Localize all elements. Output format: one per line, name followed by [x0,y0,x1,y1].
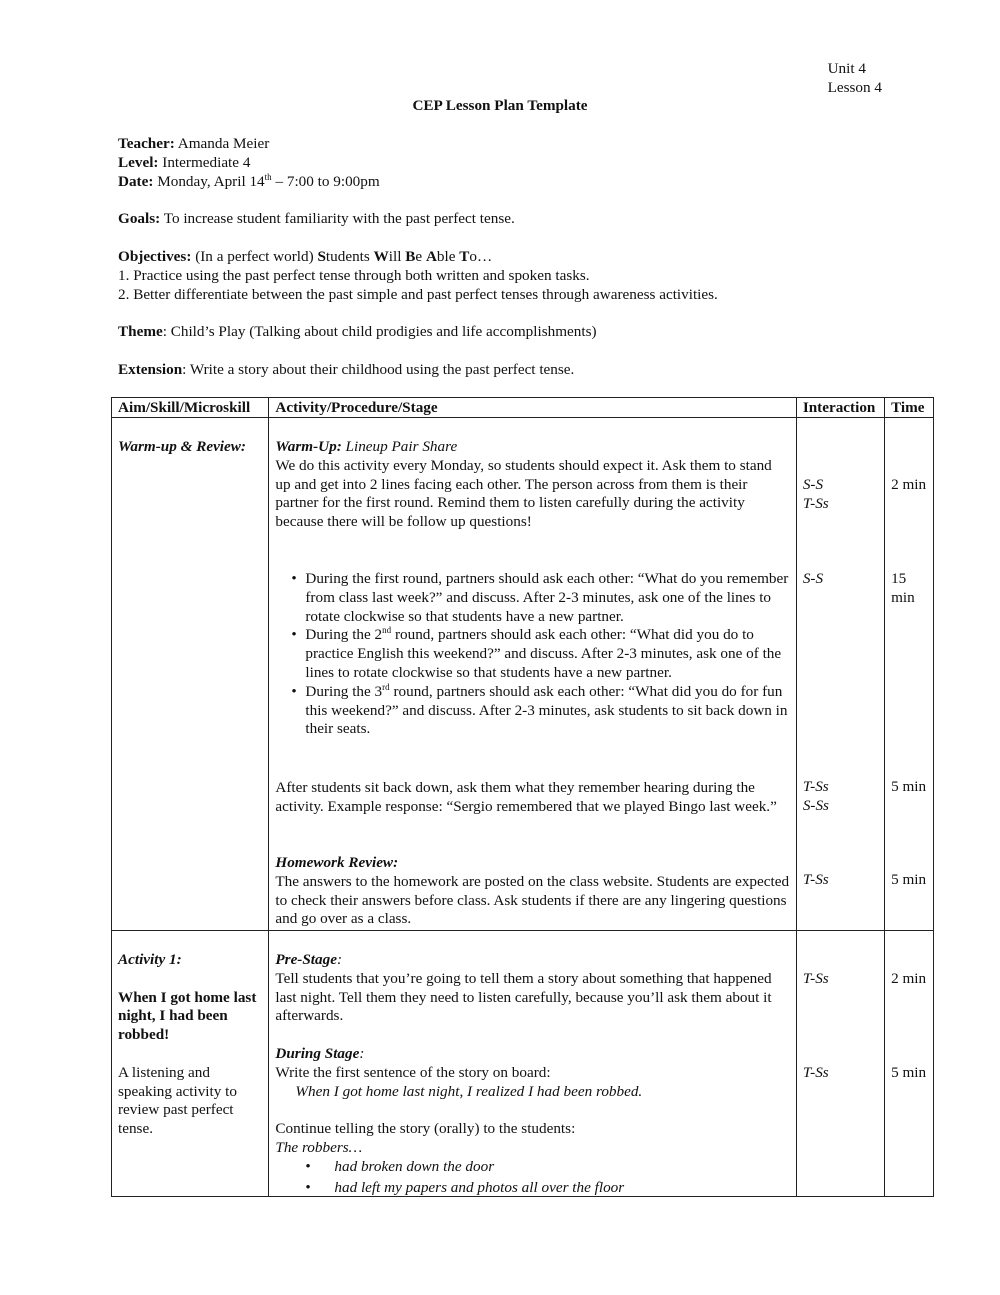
level-label: Level: [118,153,159,171]
activity1-description: A listening and speaking activity to review past perfect tense. [118,1063,237,1138]
table-row-activity-1 [112,931,934,1197]
robbers-item: had broken down the door [334,1157,495,1175]
round-3-text: round, partners should ask each other: “What did you do for fun this weekend?” and discuss. After 2-3 minutes, ask students to sit back down in their seats. [305,682,788,738]
interaction-value: T-Ss [802,871,829,888]
time-value: 2 min [891,970,927,987]
time-value: 5 min [891,1064,927,1081]
swbat-word: tudents [325,248,374,265]
warmup-time-cell [885,418,934,931]
lesson-plan-table [111,397,934,1197]
warmup-aim: Warm-up & Review: [118,438,246,455]
robbers-text: The robbers… [275,1138,363,1156]
warmup-title: Warm-Up: [275,438,342,455]
warmup-interaction-cell [796,418,884,931]
swbat-letter: T [459,248,470,265]
time-value: 2 min [891,476,927,493]
during-stage-text: Write the first sentence of the story on board: [275,1063,551,1081]
extension-text: : Write a story about their childhood using the past perfect tense. [182,361,575,378]
swbat-word: o… [469,248,493,265]
table-row-warmup [112,418,934,931]
robbers-item: had left my papers and photos all over the floor [334,1178,625,1196]
teacher-name: Amanda Meier [174,135,270,152]
extension-line [118,361,898,380]
activity1-interaction-cell [796,931,884,1197]
activity1-time-cell [885,931,934,1197]
activity1-name: When I got home last night, I had been robbed! [118,988,257,1044]
list-item [305,683,789,739]
round-2-text: round, partners should ask each other: “What did you do to practice English this weekend?” and discuss. After 2-3 minutes, ask one of the lines to rotate clockwise so that students have a new partner. [305,626,782,681]
theme-label: Theme [118,323,163,340]
teacher-label: Teacher: [118,135,175,152]
theme-line [118,323,898,342]
round-3-suffix: rd [382,681,390,692]
time-value: 15 min [891,570,915,606]
list-item [334,1158,789,1177]
activity1-title: Activity 1: [118,951,182,968]
teacher-line [118,135,898,191]
pre-stage-text: Tell students that you’re going to tell them a story about something that happened last night. Tell them they need to listen carefully, because you’ll ask them about it afterwards. [275,969,772,1025]
date-value: Monday, April 14 [153,172,265,190]
header-time: Time [885,398,934,418]
interaction-value: S-S [802,570,824,587]
interaction-value: T-Ss [802,970,829,987]
extension-label: Extension [118,361,183,378]
time-value: 5 min [891,871,927,888]
header-activity: Activity/Procedure/Stage [269,398,796,418]
page-title: CEP Lesson Plan Template [412,97,588,114]
swbat-letter: S [317,248,326,265]
swbat [317,248,492,265]
swbat-word: e [415,248,426,265]
interaction-value: T-Ss [802,1064,829,1081]
swbat-word: ble [436,248,460,265]
theme-text: : Child’s Play (Talking about child prodigies and life accomplishments) [162,323,597,340]
warmup-activity-cell [269,418,796,931]
continue-text: Continue telling the story (orally) to the students: [275,1120,576,1138]
date-label: Date: [118,172,154,190]
pre-stage-title: Pre-Stage [275,951,337,968]
date-suffix: th [264,171,272,182]
after-activity-text: After students sit back down, ask them what they remember hearing during the activity. Example response: “Sergio remembered that we played Bingo last week.” [275,779,777,815]
time-value: 5 min [891,778,927,795]
homework-text: The answers to the homework are posted on the class website. Students are expected to check their answers before class. Ask students if there are any lingering questions and go over as a class. [275,872,790,928]
list-item [305,626,789,682]
header-interaction: Interaction [796,398,884,418]
date-time: – 7:00 to 9:00pm [271,172,380,190]
activity1-procedure-cell [269,931,796,1197]
swbat-letter: W [373,248,389,265]
warmup-aim-cell [112,418,269,931]
header-aim: Aim/Skill/Microskill [112,398,269,418]
during-stage-title: During Stage [275,1044,360,1062]
objectives-label: Objectives: [118,248,192,265]
round-3-pre: During the 3 [305,682,383,700]
robbers-list [275,1158,789,1198]
activity1-aim-cell [112,931,269,1197]
swbat-letter: A [425,248,437,265]
list-item [334,1179,789,1198]
unit-lesson-header [828,60,882,98]
warmup-description: We do this activity every Monday, so students should expect it. Ask them to stand up and get into 2 lines facing each other. The person across from them is their partner for the first round. Remind them to listen carefully during the activity because there will be follow up questions! [275,456,772,531]
interaction-value: T-Ss [802,778,829,795]
objective-2: 2. Better differentiate between the past simple and past perfect tenses through awareness activities. [118,285,718,303]
lesson-label: Lesson 4 [827,78,882,96]
interaction-value: S-Ss [802,796,829,814]
unit-label: Unit 4 [827,60,866,77]
objectives-intro: (In a perfect world) [191,248,318,265]
round-2-pre: During the 2 [305,626,383,644]
during-stage-colon: : [359,1044,365,1062]
interaction-value: T-Ss [802,494,829,512]
homework-title: Homework Review: [275,854,399,871]
swbat-letter: B [405,248,416,265]
list-item: • During the first round, partners should ask each other: “What do you remember from class last week?” and discuss. After 2-3 minutes, ask one of the lines to rotate clockwise so that students have a new partner. [305,570,789,626]
warmup-subtitle: Lineup Pair Share [341,438,458,455]
goals-text: To increase student familiarity with the past perfect tense. [160,210,515,227]
objectives-block [118,248,898,304]
objective-1: 1. Practice using the past perfect tense through both written and spoken tasks. [118,266,590,284]
table-header-row [112,398,934,418]
level-value: Intermediate 4 [158,153,251,171]
pre-stage-colon: : [336,951,343,968]
story-sentence: When I got home last night, I realized I had been robbed. [295,1082,643,1100]
interaction-value: S-S [802,476,824,493]
goals-label: Goals: [118,210,161,227]
round-2-suffix: nd [382,625,392,636]
swbat-word: ill [388,248,406,265]
goals-line [118,210,898,229]
warmup-rounds-list [275,570,789,739]
